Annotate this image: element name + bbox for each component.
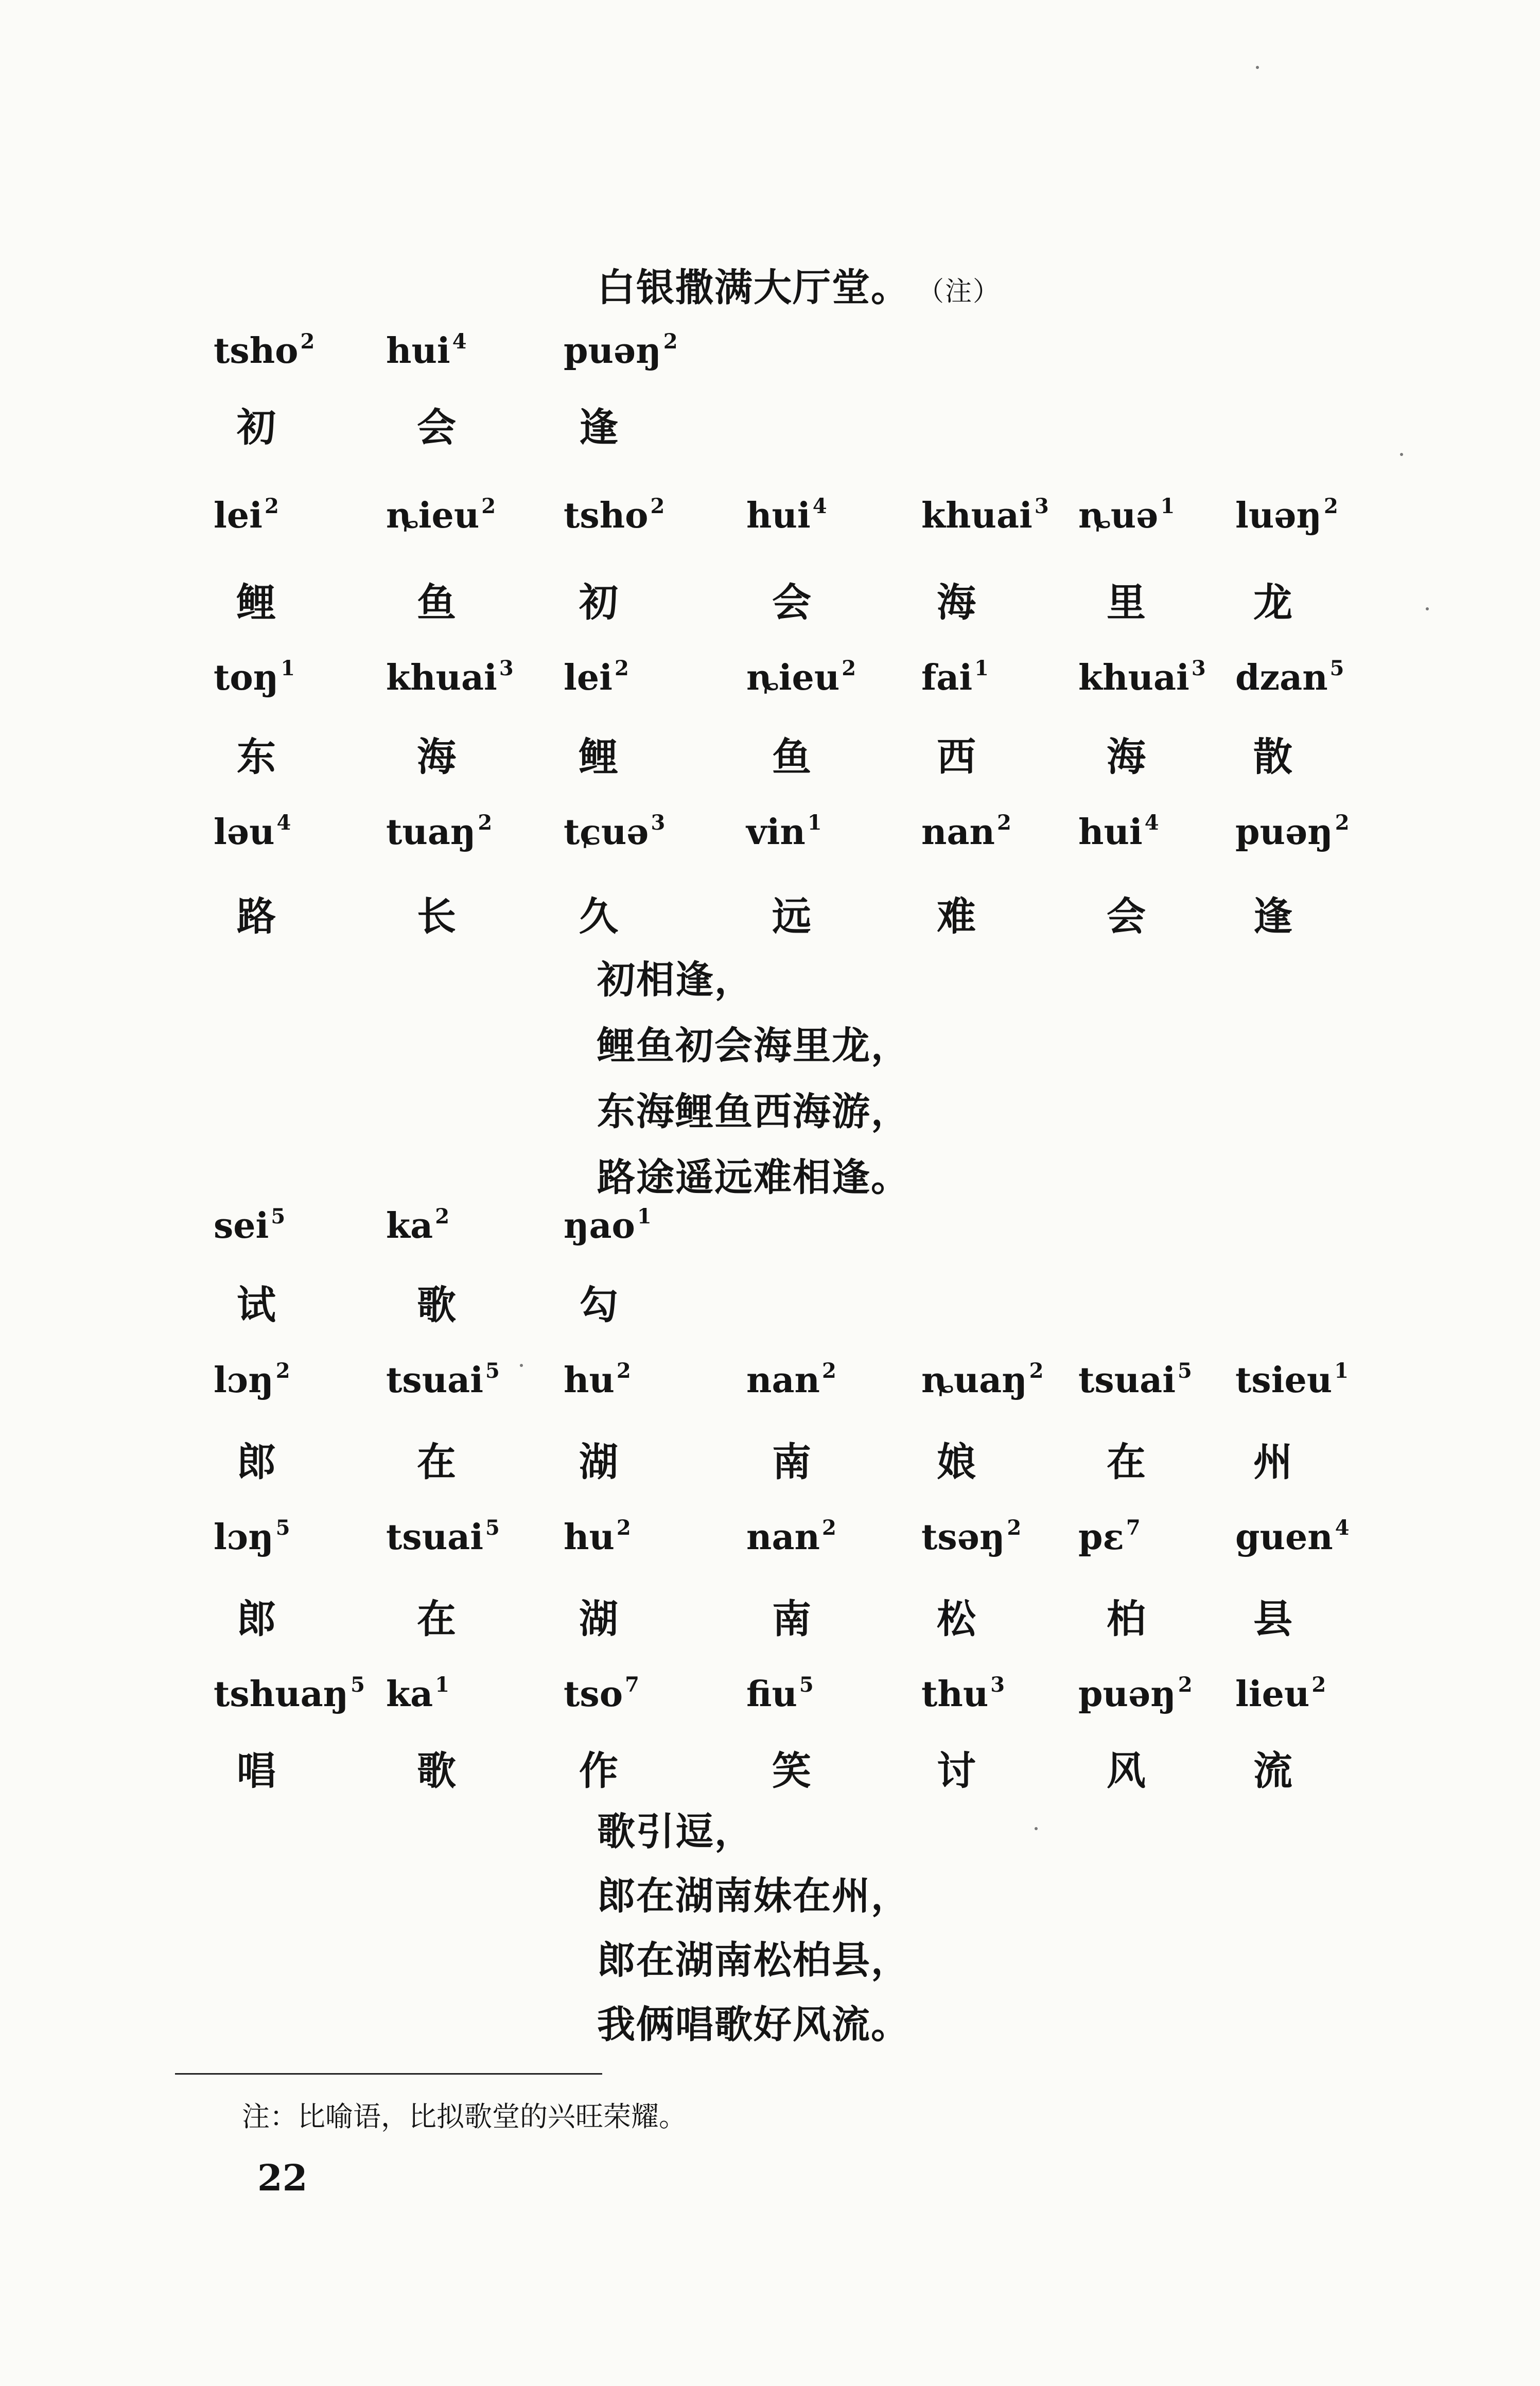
paper-speck <box>1426 607 1429 610</box>
romanized-syllable: puəŋ $^2$ <box>564 329 678 372</box>
paper-speck <box>1256 66 1259 69</box>
translation-line: 郎在湖南妹在州， <box>597 1874 910 1918</box>
hanzi-character: 流 <box>1253 1748 1292 1794</box>
hanzi-character: 南 <box>772 1596 811 1642</box>
translation-line: 歌引逗， <box>597 1810 754 1854</box>
romanized-syllable: vin $^1$ <box>746 811 822 853</box>
opening-line <box>597 257 1001 312</box>
hanzi-character: 长 <box>417 893 456 939</box>
hanzi-character: 难 <box>937 893 976 939</box>
tone-number: 1 <box>974 656 989 680</box>
hanzi-character: 路 <box>237 893 276 939</box>
hanzi-character: 笑 <box>772 1748 811 1794</box>
tone-number: 2 <box>616 1359 631 1383</box>
romanized-syllable: khuai $^3$ <box>921 494 1049 536</box>
romanized-syllable: nan $^2$ <box>746 1516 836 1558</box>
tone-number: 2 <box>996 811 1011 835</box>
hanzi-character: 湖 <box>579 1439 618 1485</box>
romanized-syllable: lei $^2$ <box>214 494 279 536</box>
opening-line-text: 白银撒满大厅堂。 <box>597 266 910 310</box>
hanzi-character: 里 <box>1107 580 1146 625</box>
tone-number: 2 <box>842 656 856 680</box>
romanized-syllable: guen $^4$ <box>1235 1516 1350 1558</box>
tone-number: 2 <box>300 329 315 354</box>
tone-number: 1 <box>281 656 295 680</box>
romanized-syllable: tshuaŋ $^5$ <box>214 1673 365 1715</box>
romanized-syllable: ȵuə $^1$ <box>1078 494 1175 536</box>
romanized-syllable: lieu $^2$ <box>1235 1673 1326 1715</box>
hanzi-character: 海 <box>417 734 456 780</box>
tone-number: 3 <box>990 1673 1005 1697</box>
hanzi-character: 远 <box>772 893 811 939</box>
lyric-romanization-row <box>0 656 1540 713</box>
hanzi-character: 西 <box>937 734 976 780</box>
tone-number: 2 <box>481 494 496 518</box>
lyric-hanzi-row <box>0 571 1540 628</box>
hanzi-character: 在 <box>417 1596 456 1642</box>
tone-number: 5 <box>271 1204 286 1229</box>
hanzi-character: 鱼 <box>772 734 811 780</box>
title-hanzi-row <box>0 396 1540 453</box>
romanized-syllable: toŋ $^1$ <box>214 656 295 698</box>
tone-number: 5 <box>485 1516 500 1540</box>
translation-line: 鲤鱼初会海里龙， <box>597 1024 910 1068</box>
translation-line: 初相逢， <box>597 958 754 1002</box>
tone-number: 5 <box>275 1516 290 1540</box>
romanized-syllable: puəŋ $^2$ <box>1235 811 1350 853</box>
romanized-syllable: pɛ $^7$ <box>1078 1516 1141 1558</box>
romanized-syllable: hui $^4$ <box>746 494 827 536</box>
tone-number: 1 <box>807 811 822 835</box>
hanzi-character: 初 <box>579 580 618 625</box>
title-hanzi-row <box>0 1274 1540 1330</box>
footnote: 注：比喻语，比拟歌堂的兴旺荣耀。 <box>242 2100 687 2133</box>
romanized-syllable: lɔŋ $^2$ <box>214 1359 290 1401</box>
tone-number: 2 <box>478 811 493 835</box>
hanzi-character: 散 <box>1253 734 1292 780</box>
tone-number: 5 <box>1178 1359 1192 1383</box>
tone-number: 2 <box>1007 1516 1022 1540</box>
hanzi-character: 作 <box>579 1748 618 1794</box>
hanzi-character: 海 <box>1107 734 1146 780</box>
tone-number: 1 <box>435 1673 450 1697</box>
lyric-romanization-row <box>0 1673 1540 1729</box>
tone-number: 2 <box>264 494 279 518</box>
romanized-syllable: tsuai $^5$ <box>386 1516 500 1558</box>
hanzi-character: 龙 <box>1253 580 1292 625</box>
romanized-syllable: tsuai $^5$ <box>386 1359 500 1401</box>
hanzi-character: 鱼 <box>417 580 456 625</box>
translation-line: 东海鲤鱼西海游， <box>597 1090 910 1134</box>
romanized-syllable: hu $^2$ <box>564 1516 631 1558</box>
tone-number: 4 <box>1144 811 1159 835</box>
hanzi-character: 歌 <box>417 1748 456 1794</box>
tone-number: 4 <box>1335 1516 1350 1540</box>
page-number: 22 <box>257 2156 308 2199</box>
romanized-syllable: ȵieu $^2$ <box>746 656 856 698</box>
tone-number: 3 <box>499 656 514 680</box>
romanized-syllable: tso $^7$ <box>564 1673 639 1715</box>
tone-number: 2 <box>1029 1359 1044 1383</box>
hanzi-character: 湖 <box>579 1596 618 1642</box>
romanized-syllable: lei $^2$ <box>564 656 629 698</box>
tone-number: 2 <box>821 1359 836 1383</box>
hanzi-character: 州 <box>1253 1439 1292 1485</box>
hanzi-character: 试 <box>237 1282 276 1328</box>
translation-line: 路途遥远难相逢。 <box>597 1155 910 1200</box>
romanized-syllable: hui $^4$ <box>1078 811 1159 853</box>
romanized-syllable: dzan $^5$ <box>1235 656 1344 698</box>
tone-number: 1 <box>637 1204 652 1229</box>
romanized-syllable: tsho $^2$ <box>564 494 665 536</box>
tone-number: 2 <box>1178 1673 1193 1697</box>
tone-number: 3 <box>651 811 666 835</box>
tone-number: 7 <box>625 1673 639 1697</box>
note-marker: （注） <box>931 276 1001 307</box>
romanized-syllable: ləu $^4$ <box>214 811 291 853</box>
tone-number: 5 <box>799 1673 814 1697</box>
tone-number: 2 <box>821 1516 836 1540</box>
hanzi-character: 娘 <box>937 1439 976 1485</box>
tone-number: 4 <box>812 494 827 518</box>
hanzi-character: 会 <box>772 580 811 625</box>
tone-number: 2 <box>616 1516 631 1540</box>
tone-number: 2 <box>275 1359 290 1383</box>
paper-speck <box>520 1364 523 1367</box>
lyric-hanzi-row <box>0 1740 1540 1796</box>
romanized-syllable: tsho $^2$ <box>214 329 315 372</box>
lyric-hanzi-row <box>0 885 1540 942</box>
lyric-romanization-row <box>0 494 1540 551</box>
lyric-romanization-row <box>0 1516 1540 1572</box>
tone-number: 3 <box>1034 494 1049 518</box>
translation-line: 郎在湖南松柏县， <box>597 1938 910 1983</box>
lyric-hanzi-row <box>0 1431 1540 1487</box>
hanzi-character: 东 <box>237 734 276 780</box>
tone-number: 2 <box>1335 811 1350 835</box>
romanized-syllable: khuai $^3$ <box>386 656 514 698</box>
romanized-syllable: sei $^5$ <box>214 1204 286 1247</box>
tone-number: 2 <box>650 494 665 518</box>
romanized-syllable: hu $^2$ <box>564 1359 631 1401</box>
title-romanization-row <box>0 329 1540 386</box>
romanized-syllable: ȵieu $^2$ <box>386 494 496 536</box>
hanzi-character: 松 <box>937 1596 976 1642</box>
tone-number: 4 <box>452 329 467 354</box>
hanzi-character: 鲤 <box>579 734 618 780</box>
tone-number: 5 <box>1329 656 1344 680</box>
hanzi-character: 南 <box>772 1439 811 1485</box>
romanized-syllable: tɕuə $^3$ <box>564 811 666 853</box>
tone-number: 5 <box>485 1359 500 1383</box>
romanized-syllable: tuaŋ $^2$ <box>386 811 493 853</box>
hanzi-character: 县 <box>1253 1596 1292 1642</box>
romanized-syllable: tsieu $^1$ <box>1235 1359 1349 1401</box>
hanzi-character: 会 <box>1107 893 1146 939</box>
tone-number: 4 <box>276 811 291 835</box>
hanzi-character: 唱 <box>237 1748 276 1794</box>
hanzi-character: 会 <box>417 405 456 450</box>
hanzi-character: 柏 <box>1107 1596 1146 1642</box>
lyric-hanzi-row <box>0 726 1540 782</box>
lyric-romanization-row <box>0 811 1540 867</box>
romanized-syllable: ŋao $^1$ <box>564 1204 652 1247</box>
romanized-syllable: nan $^2$ <box>746 1359 836 1401</box>
hanzi-character: 郎 <box>237 1596 276 1642</box>
hanzi-character: 在 <box>417 1439 456 1485</box>
hanzi-character: 鲤 <box>237 580 276 625</box>
romanized-syllable: tsəŋ $^2$ <box>921 1516 1022 1558</box>
title-romanization-row <box>0 1204 1540 1261</box>
footnote-rule <box>175 2073 602 2075</box>
tone-number: 2 <box>614 656 629 680</box>
hanzi-character: 逢 <box>579 405 618 450</box>
hanzi-character: 风 <box>1107 1748 1146 1794</box>
romanized-syllable: fiu $^5$ <box>746 1673 814 1715</box>
tone-number: 2 <box>663 329 678 354</box>
hanzi-character: 勾 <box>579 1282 618 1328</box>
paper-speck <box>1400 453 1403 456</box>
hanzi-character: 初 <box>237 405 276 450</box>
romanized-syllable: ka $^2$ <box>386 1204 450 1247</box>
romanized-syllable: fai $^1$ <box>921 656 989 698</box>
tone-number: 3 <box>1191 656 1206 680</box>
paper-speck <box>1035 1827 1038 1830</box>
hanzi-character: 在 <box>1107 1439 1146 1485</box>
hanzi-character: 讨 <box>937 1748 976 1794</box>
tone-number: 1 <box>1334 1359 1349 1383</box>
lyric-romanization-row <box>0 1359 1540 1415</box>
romanized-syllable: ka $^1$ <box>386 1673 450 1715</box>
romanized-syllable: ȵuaŋ $^2$ <box>921 1359 1044 1401</box>
hanzi-character: 海 <box>937 580 976 625</box>
tone-number: 7 <box>1126 1516 1141 1540</box>
romanized-syllable: khuai $^3$ <box>1078 656 1206 698</box>
hanzi-character: 郎 <box>237 1439 276 1485</box>
romanized-syllable: lɔŋ $^5$ <box>214 1516 290 1558</box>
romanized-syllable: hui $^4$ <box>386 329 467 372</box>
romanized-syllable: thu $^3$ <box>921 1673 1005 1715</box>
tone-number: 1 <box>1160 494 1175 518</box>
romanized-syllable: luəŋ $^2$ <box>1235 494 1338 536</box>
romanized-syllable: tsuai $^5$ <box>1078 1359 1192 1401</box>
hanzi-character: 逢 <box>1253 893 1292 939</box>
tone-number: 5 <box>351 1673 365 1697</box>
hanzi-character: 歌 <box>417 1282 456 1328</box>
romanized-syllable: puəŋ $^2$ <box>1078 1673 1193 1715</box>
translation-line: 我俩唱歌好风流。 <box>597 2003 910 2047</box>
lyric-hanzi-row <box>0 1588 1540 1644</box>
tone-number: 2 <box>1323 494 1338 518</box>
romanized-syllable: nan $^2$ <box>921 811 1011 853</box>
tone-number: 2 <box>1311 1673 1326 1697</box>
tone-number: 2 <box>435 1204 450 1229</box>
hanzi-character: 久 <box>579 893 618 939</box>
